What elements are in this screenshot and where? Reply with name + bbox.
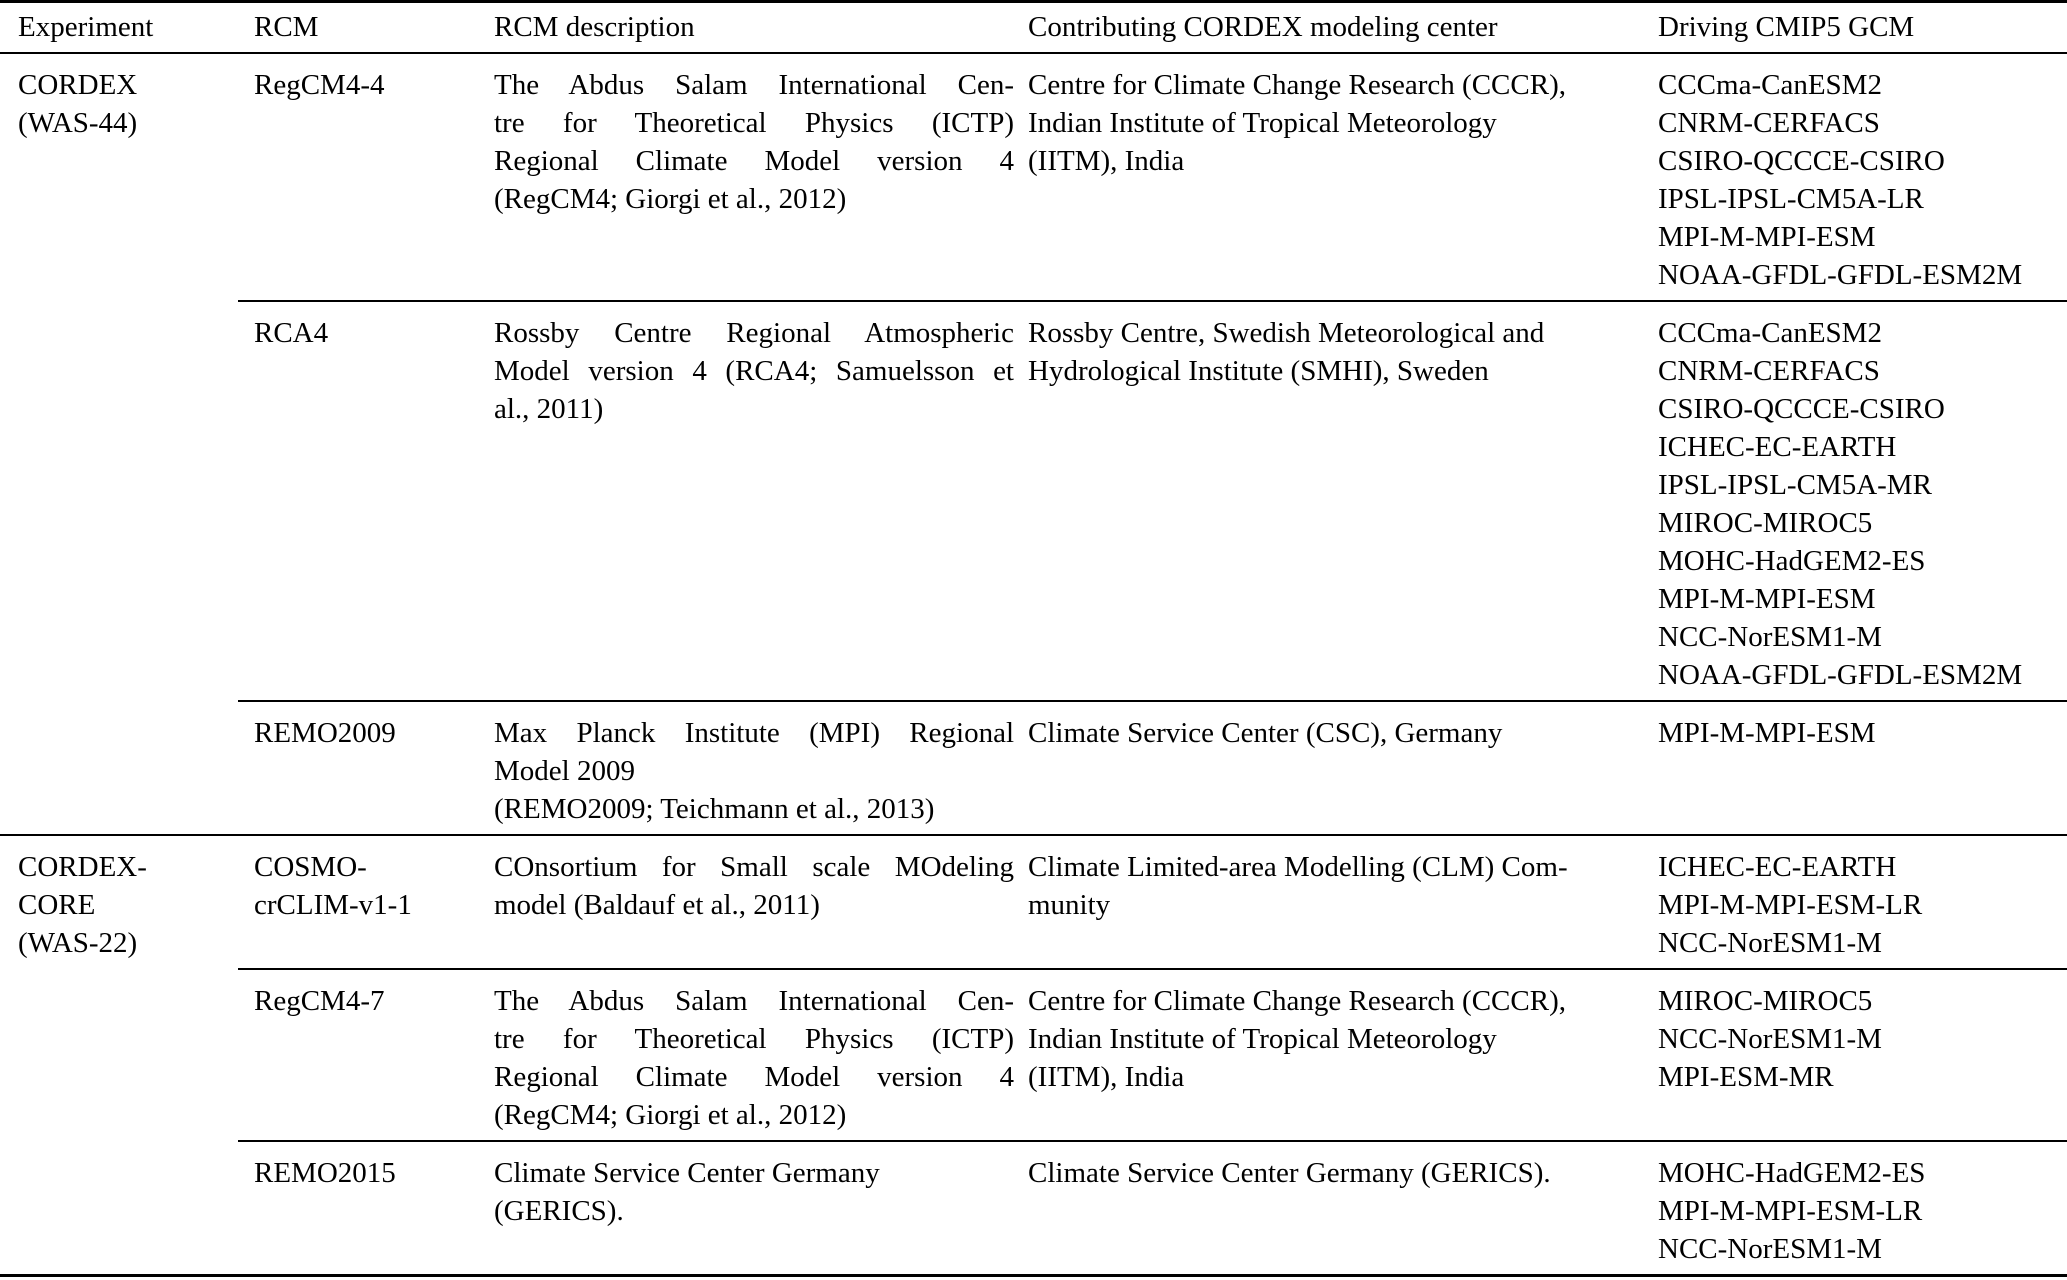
gcm-item: MPI-M-MPI-ESM (1658, 717, 1876, 749)
modeling-center-cell (1028, 301, 1658, 701)
gcm-item: CNRM-CERFACS (1658, 107, 1880, 139)
description-lines (494, 66, 1014, 218)
gcm-list (1658, 714, 2051, 752)
gcm-list (1658, 848, 2051, 962)
gcm-item: ICHEC-EC-EARTH (1658, 851, 1897, 883)
rcm-description-cell (494, 835, 1028, 969)
rcm-lines (254, 714, 494, 752)
column-header-experiment: Experiment (0, 2, 238, 54)
text-line: RegCM4-4 (254, 69, 385, 101)
gcm-item: MPI-M-MPI-ESM-LR (1658, 1195, 1923, 1227)
text-line: (IITM), India (1028, 145, 1185, 177)
rcm-cell (238, 969, 494, 1141)
rcm-description-cell (494, 1141, 1028, 1276)
text-line: CORDEX- (18, 851, 147, 883)
text-line: CORE (18, 889, 96, 921)
rcm-description-cell (494, 301, 1028, 701)
text-line: COSMO- (254, 851, 367, 883)
center-lines (1028, 982, 1640, 1096)
gcm-list (1658, 314, 2051, 694)
driving-gcm-cell (1658, 53, 2067, 301)
table-header-row (0, 2, 2067, 54)
text-line: tre for Theoretical Physics (ICTP) (494, 107, 1014, 139)
experiment-lines (18, 848, 238, 962)
gcm-item: IPSL-IPSL-CM5A-LR (1658, 183, 1924, 215)
rcm-lines (254, 848, 494, 924)
gcm-item: MPI-M-MPI-ESM (1658, 583, 1876, 615)
text-line: (WAS-22) (18, 927, 138, 959)
rcm-lines (254, 1154, 494, 1192)
text-line: munity (1028, 889, 1111, 921)
rcm-lines (254, 982, 494, 1020)
text-line: (RegCM4; Giorgi et al., 2012) (494, 183, 847, 215)
text-line: REMO2009 (254, 717, 396, 749)
text-line: Regional Climate Model version 4 (494, 145, 1014, 177)
gcm-item: MIROC-MIROC5 (1658, 985, 1873, 1017)
description-lines (494, 982, 1014, 1134)
gcm-item: MOHC-HadGEM2-ES (1658, 545, 1926, 577)
column-header-rcm: RCM (238, 2, 494, 54)
center-lines (1028, 848, 1640, 924)
column-header-rcm-description: RCM description (494, 2, 1028, 54)
gcm-item: CSIRO-QCCCE-CSIRO (1658, 393, 1945, 425)
gcm-item: CCCma-CanESM2 (1658, 69, 1882, 101)
gcm-item: MPI-ESM-MR (1658, 1061, 1834, 1093)
gcm-item: ICHEC-EC-EARTH (1658, 431, 1897, 463)
text-line: COnsortium for Small scale MOdeling (494, 851, 1014, 883)
text-line: Rossby Centre Regional Atmospheric (494, 317, 1014, 349)
text-line: Rossby Centre, Swedish Meteorological and (1028, 317, 1545, 349)
gcm-item: CNRM-CERFACS (1658, 355, 1880, 387)
description-lines (494, 848, 1014, 924)
gcm-item: MPI-M-MPI-ESM (1658, 221, 1876, 253)
gcm-item: CSIRO-QCCCE-CSIRO (1658, 145, 1945, 177)
rcm-cell (238, 1141, 494, 1276)
text-line: Centre for Climate Change Research (CCCR), (1028, 69, 1566, 101)
text-line: Climate Limited-area Modelling (CLM) Com- (1028, 851, 1568, 883)
driving-gcm-cell (1658, 301, 2067, 701)
gcm-list (1658, 66, 2051, 294)
table-row (0, 1141, 2067, 1276)
modeling-center-cell (1028, 53, 1658, 301)
gcm-item: MPI-M-MPI-ESM-LR (1658, 889, 1923, 921)
text-line: RCA4 (254, 317, 329, 349)
modeling-center-cell (1028, 1141, 1658, 1276)
gcm-item: NCC-NorESM1-M (1658, 1233, 1882, 1265)
text-line: The Abdus Salam International Cen- (494, 985, 1014, 1017)
text-line: tre for Theoretical Physics (ICTP) (494, 1023, 1014, 1055)
text-line: Max Planck Institute (MPI) Regional (494, 717, 1014, 749)
gcm-item: NCC-NorESM1-M (1658, 621, 1882, 653)
column-header-driving-gcm: Driving CMIP5 GCM (1658, 2, 2067, 54)
rcm-cell (238, 701, 494, 835)
table-row (0, 835, 2067, 969)
driving-gcm-cell (1658, 701, 2067, 835)
text-line: Hydrological Institute (SMHI), Sweden (1028, 355, 1489, 387)
text-line: (WAS-44) (18, 107, 138, 139)
text-line: (GERICS). (494, 1195, 624, 1227)
center-lines (1028, 714, 1640, 752)
text-line: Centre for Climate Change Research (CCCR), (1028, 985, 1566, 1017)
table-row (0, 301, 2067, 701)
modeling-center-cell (1028, 969, 1658, 1141)
experiment-cell (0, 835, 238, 1276)
text-line: RegCM4-7 (254, 985, 385, 1017)
experiment-cell (0, 53, 238, 835)
text-line: Model 2009 (494, 755, 635, 787)
text-line: (REMO2009; Teichmann et al., 2013) (494, 793, 935, 825)
driving-gcm-cell (1658, 969, 2067, 1141)
text-line: model (Baldauf et al., 2011) (494, 889, 820, 921)
gcm-list (1658, 982, 2051, 1096)
table-row (0, 701, 2067, 835)
column-header-modeling-center: Contributing CORDEX modeling center (1028, 2, 1658, 54)
description-lines (494, 714, 1014, 828)
driving-gcm-cell (1658, 835, 2067, 969)
gcm-item: NOAA-GFDL-GFDL-ESM2M (1658, 259, 2023, 291)
rcm-description-cell (494, 969, 1028, 1141)
gcm-list (1658, 1154, 2051, 1268)
rcm-description-cell (494, 53, 1028, 301)
rcm-lines (254, 66, 494, 104)
gcm-item: CCCma-CanESM2 (1658, 317, 1882, 349)
text-line: Regional Climate Model version 4 (494, 1061, 1014, 1093)
rcm-lines (254, 314, 494, 352)
gcm-item: MOHC-HadGEM2-ES (1658, 1157, 1926, 1189)
rcm-cell (238, 835, 494, 969)
text-line: REMO2015 (254, 1157, 396, 1189)
center-lines (1028, 66, 1640, 180)
center-lines (1028, 1154, 1640, 1192)
table-row (0, 969, 2067, 1141)
text-line: CORDEX (18, 69, 138, 101)
gcm-item: NCC-NorESM1-M (1658, 1023, 1882, 1055)
experiment-lines (18, 66, 238, 142)
modeling-center-cell (1028, 835, 1658, 969)
gcm-item: MIROC-MIROC5 (1658, 507, 1873, 539)
rcm-description-cell (494, 701, 1028, 835)
description-lines (494, 314, 1014, 428)
text-line: Indian Institute of Tropical Meteorology (1028, 107, 1497, 139)
table-row (0, 53, 2067, 301)
text-line: al., 2011) (494, 393, 604, 425)
rcm-cell (238, 301, 494, 701)
text-line: Climate Service Center Germany (GERICS). (1028, 1157, 1551, 1189)
text-line: Indian Institute of Tropical Meteorology (1028, 1023, 1497, 1055)
modeling-center-cell (1028, 701, 1658, 835)
text-line: Climate Service Center (CSC), Germany (1028, 717, 1503, 749)
text-line: (RegCM4; Giorgi et al., 2012) (494, 1099, 847, 1131)
text-line: Climate Service Center Germany (494, 1157, 880, 1189)
text-line: (IITM), India (1028, 1061, 1185, 1093)
gcm-item: NOAA-GFDL-GFDL-ESM2M (1658, 659, 2023, 691)
gcm-item: NCC-NorESM1-M (1658, 927, 1882, 959)
rcm-cell (238, 53, 494, 301)
gcm-item: IPSL-IPSL-CM5A-MR (1658, 469, 1932, 501)
driving-gcm-cell (1658, 1141, 2067, 1276)
center-lines (1028, 314, 1640, 390)
text-line: The Abdus Salam International Cen- (494, 69, 1014, 101)
description-lines (494, 1154, 1014, 1230)
text-line: Model version 4 (RCA4; Samuelsson et (494, 355, 1014, 387)
text-line: crCLIM-v1-1 (254, 889, 412, 921)
